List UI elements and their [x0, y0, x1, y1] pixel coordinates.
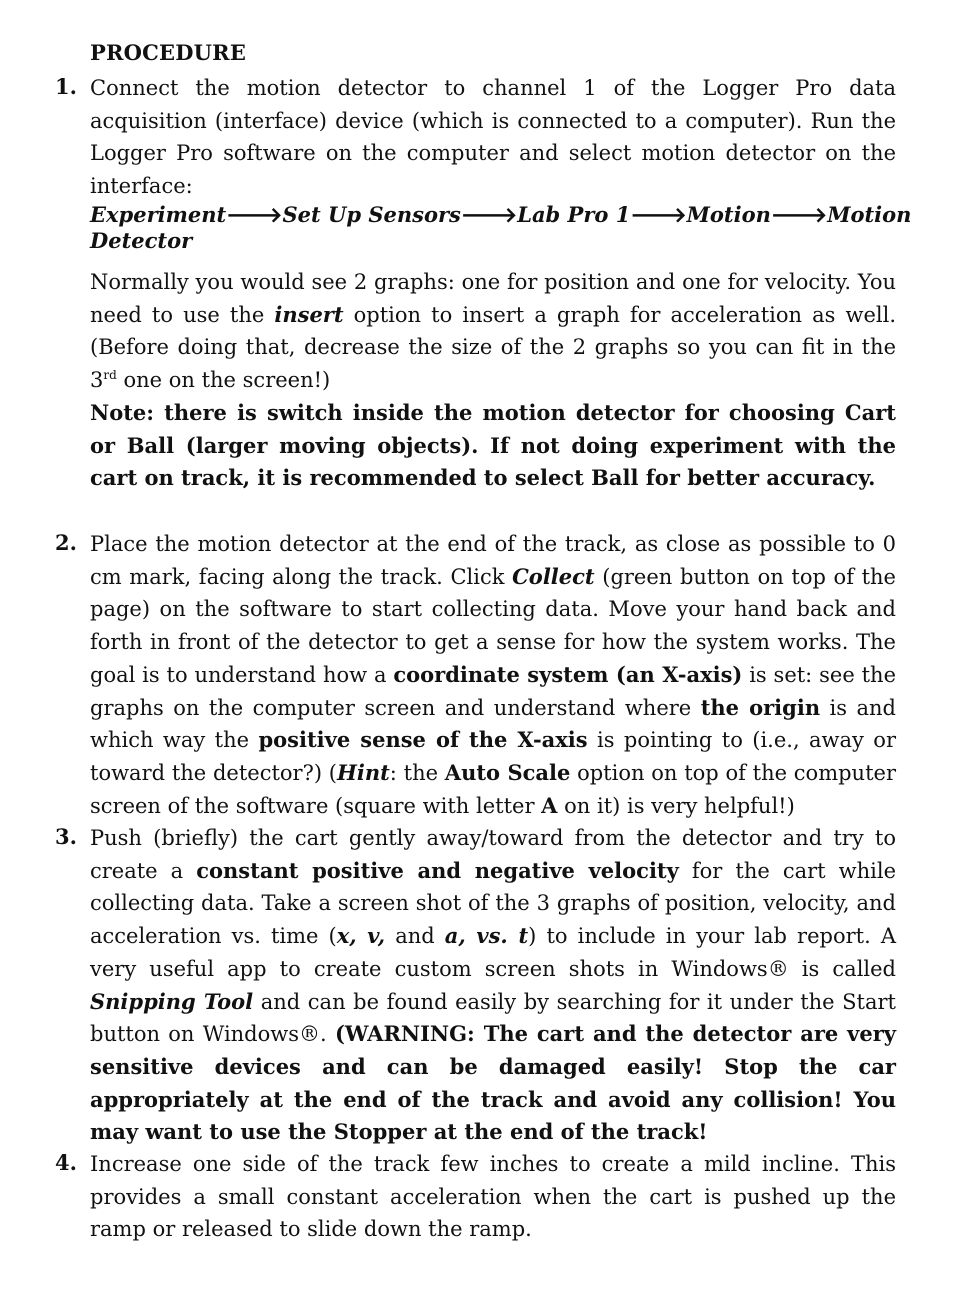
arrow-icon: 🡒 — [460, 202, 518, 227]
insert-keyword: insert — [274, 301, 344, 327]
auto-scale-emphasis: Auto Scale — [444, 759, 571, 785]
step-1-text: Connect the motion detector to channel 1 of the Logger Pro data acquisition (interface) device (which is connected to a computer). Run the Logger Pro software on the computer and select motion detector on the interface: — [90, 76, 896, 199]
step-2-text — [90, 528, 896, 822]
paragraph-text: is set: see the graphs on the computer screen and understand where — [90, 662, 896, 720]
constant-velocity-emphasis: constant positive and negative velocity — [196, 857, 679, 883]
step-1-graphs-paragraph — [90, 266, 896, 397]
coordinate-system-emphasis: coordinate system (an X-axis) — [393, 661, 743, 687]
collect-keyword: Collect — [512, 563, 595, 589]
step-3-number: 3. — [55, 824, 77, 849]
paragraph-text: on it) is very helpful!) — [557, 793, 795, 818]
paragraph-text: one on the screen!) — [116, 368, 331, 393]
paragraph-text: Normally you would see 2 graphs: one for position and one for velocity. You need to use the — [90, 270, 896, 327]
paragraph-text: and — [385, 924, 445, 949]
menu-path-motion: Motion — [686, 202, 771, 227]
hint-keyword: Hint — [337, 759, 390, 785]
arrow-icon: 🡒 — [770, 202, 828, 227]
paragraph-text: is pointing to (i.e., away or toward the detector?) ( — [90, 728, 896, 785]
menu-path-set-up-sensors: Set Up Sensors — [282, 202, 461, 227]
paragraph-text: Place the motion detector at the end of the track, as close as possible to 0 cm mark, facing along the track. Click — [90, 532, 896, 589]
warning-text: (WARNING: The cart and the detector are very sensitive devices and can be damaged easily! Stop the car appropriately at the end of the track and avoid any collision! You may want to use the Stopper at the end of the track! — [90, 1021, 896, 1145]
step-4-text: Increase one side of the track few inches to create a mild incline. This provides a small constant acceleration when the cart is pushed up the ramp or released to slide down the ramp. — [90, 1152, 896, 1242]
menu-path — [90, 202, 958, 253]
origin-emphasis: the origin — [700, 694, 821, 720]
paragraph-text: : the — [389, 760, 445, 785]
ordinal-suffix: rd — [103, 368, 117, 383]
paragraph-text: ) to include in your lab report. A very useful app to create custom screen shots in Windows® is called — [90, 924, 897, 981]
step-1-note: Note: there is switch inside the motion detector for choosing Cart or Ball (larger moving objects). If not doing experiment with the cart on track, it is recommended to select Ball for better accuracy. — [90, 400, 896, 491]
arrow-icon: 🡒 — [226, 202, 283, 227]
snipping-tool-keyword: Snipping Tool — [90, 988, 254, 1014]
step-2-number: 2. — [55, 530, 77, 555]
positive-sense-emphasis: positive sense of the X-axis — [258, 727, 588, 753]
paragraph-text: option on top of the computer screen of the software (square with letter — [90, 760, 896, 818]
paragraph-text: (green button on top of the page) on the software to start collecting data. Move your hand back and forth in front of the detector to get a sense for how the system works. The goal is to understand how a — [90, 564, 896, 687]
menu-path-experiment: Experiment — [90, 202, 227, 227]
arrow-icon: 🡒 — [630, 202, 687, 227]
paragraph-text: Push (briefly) the cart gently away/toward from the detector and try to create a — [90, 826, 896, 883]
menu-path-lab-pro: Lab Pro 1 — [517, 202, 631, 227]
procedure-heading: PROCEDURE — [90, 40, 247, 65]
letter-a-emphasis: A — [541, 792, 558, 818]
paragraph-text: option to insert a graph for acceleration as well. (Before doing that, decrease the size of the 2 graphs so you can fit in the 3 — [90, 302, 896, 393]
step-1-number: 1. — [55, 74, 77, 99]
step-3-text — [90, 822, 896, 1149]
paragraph-text: and can be found easily by searching for it under the Start button on Windows®. — [90, 989, 896, 1047]
paragraph-text: is and which way the — [90, 695, 896, 753]
menu-path-motion-detector: Motion Detector — [90, 202, 912, 253]
step-4-number: 4. — [55, 1150, 77, 1175]
variables-emphasis: x, v, — [336, 923, 386, 949]
paragraph-text: for the cart while collecting data. Take a screen shot of the 3 graphs of position, velocity, and acceleration vs. time ( — [90, 858, 896, 949]
variables-emphasis: a, vs. t — [444, 923, 529, 949]
